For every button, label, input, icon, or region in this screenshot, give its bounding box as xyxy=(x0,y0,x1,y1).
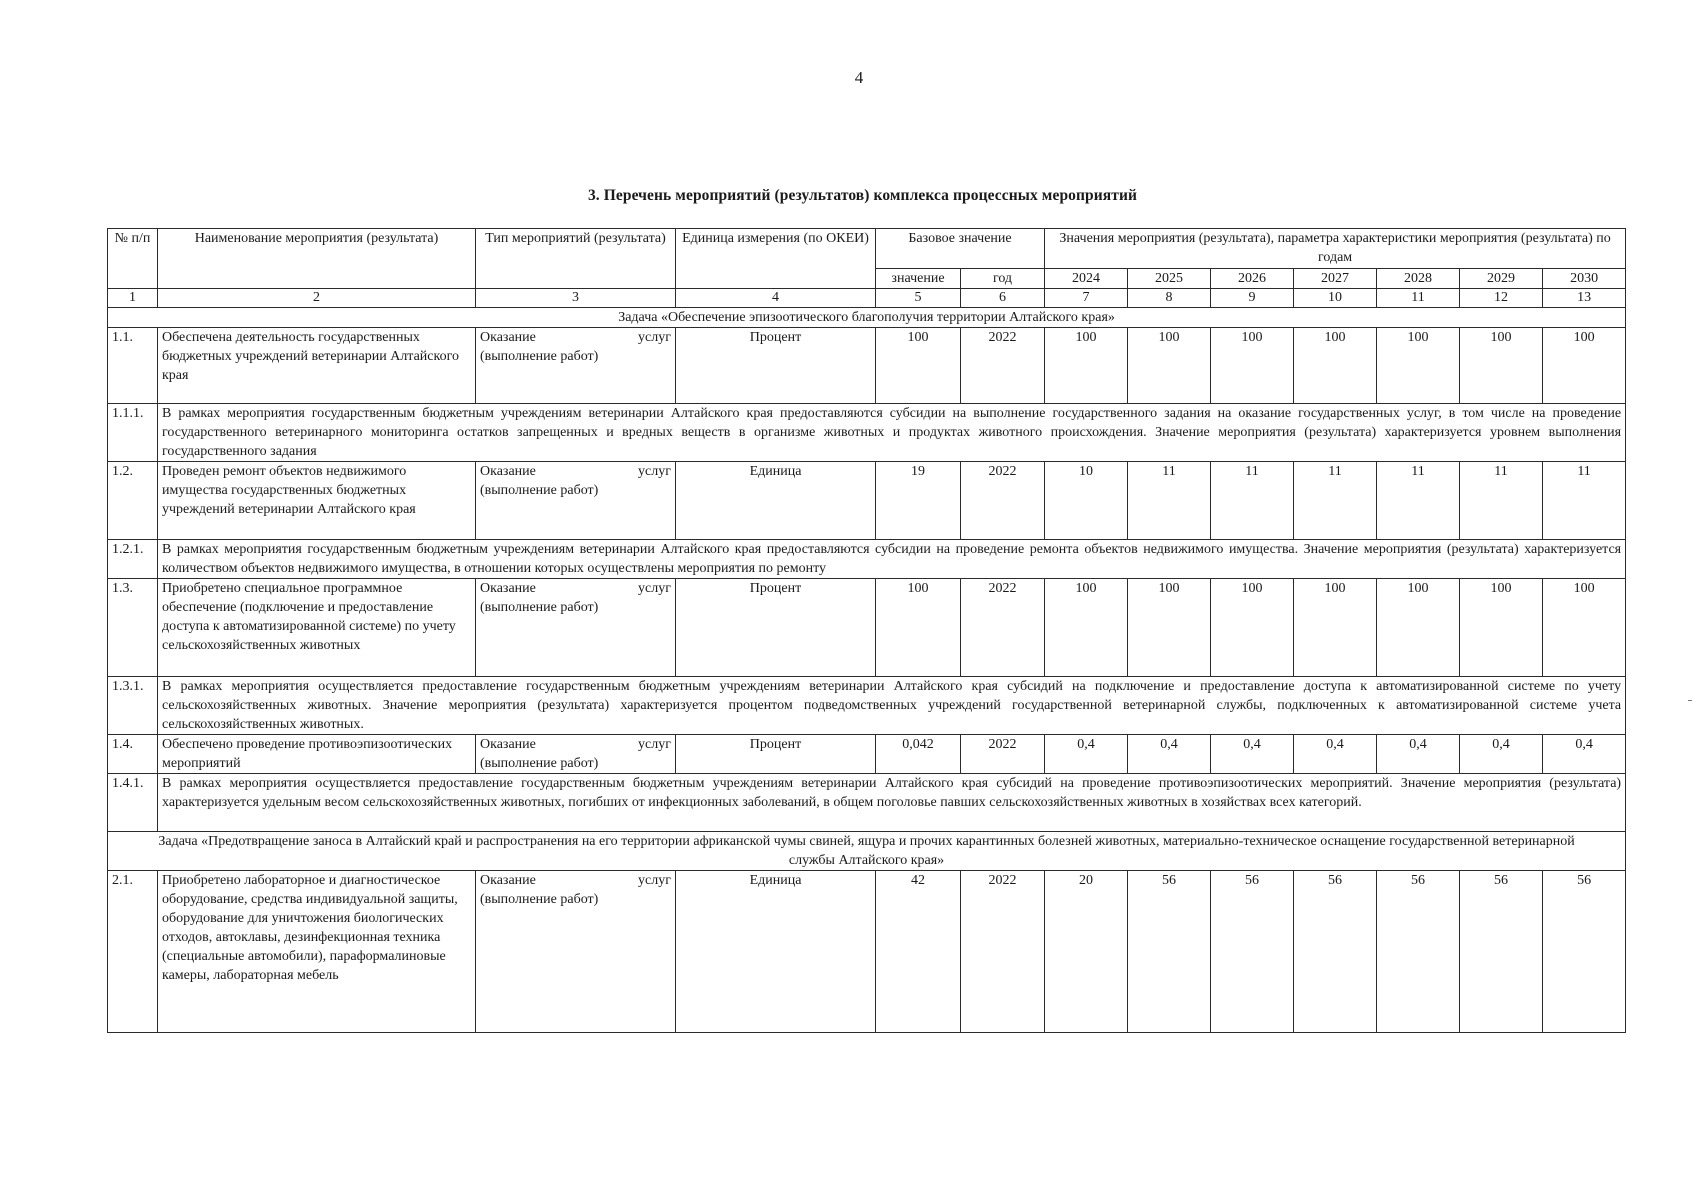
year-value: 0,4 xyxy=(1377,735,1460,774)
unit: Процент xyxy=(676,328,876,404)
unit: Единица xyxy=(676,462,876,540)
column-number: 12 xyxy=(1460,289,1543,308)
description-number: 1.4.1. xyxy=(108,774,158,832)
activity-type xyxy=(476,871,676,1033)
base-value: 19 xyxy=(876,462,961,540)
year-value: 56 xyxy=(1211,871,1294,1033)
year-value: 11 xyxy=(1543,462,1626,540)
activity-name: Приобретено лабораторное и диагностическое оборудование, средства индивидуальной защиты, оборудование для уничтожения биологических отходов, автоклавы, дезинфекционная техника (специальные автомобили), параформалиновые камеры, лабораторная мебель xyxy=(158,871,476,1033)
type-line: (выполнение работ) xyxy=(480,600,599,615)
year-value: 0,4 xyxy=(1543,735,1626,774)
year-value: 100 xyxy=(1128,579,1211,677)
base-year: 2022 xyxy=(961,328,1045,404)
description-row xyxy=(108,540,1626,579)
header-year: 2024 xyxy=(1045,269,1128,289)
description-number: 1.3.1. xyxy=(108,677,158,735)
base-year: 2022 xyxy=(961,735,1045,774)
table-row xyxy=(108,871,1626,1033)
year-value: 10 xyxy=(1045,462,1128,540)
header-year: 2026 xyxy=(1211,269,1294,289)
year-value: 56 xyxy=(1294,871,1377,1033)
header-unit: Единица измерения (по ОКЕИ) xyxy=(676,229,876,289)
type-word: Оказание xyxy=(480,330,536,345)
activity-name: Проведен ремонт объектов недвижимого имущества государственных бюджетных учреждений ветеринарии Алтайского края xyxy=(158,462,476,540)
year-value: 100 xyxy=(1045,579,1128,677)
type-line: (выполнение работ) xyxy=(480,483,599,498)
column-number: 3 xyxy=(476,289,676,308)
year-value: 100 xyxy=(1377,579,1460,677)
type-word: услуг xyxy=(638,464,671,479)
year-value: 100 xyxy=(1377,328,1460,404)
type-line: (выполнение работ) xyxy=(480,349,599,364)
activities-table xyxy=(107,228,1626,1033)
type-line: (выполнение работ) xyxy=(480,892,599,907)
activity-description: В рамках мероприятия осуществляется предоставление государственным бюджетным учреждениям ветеринарии Алтайского края субсидий на подключение и предоставление доступа к автоматизированной системе по учету сельскохозяйственных животных. Значение мероприятия (результата) характеризуется процентом подведомственных учреждений государственной ветеринарной службы, подключенных к автоматизированной системе учета сельскохозяйственных животных. xyxy=(158,677,1626,735)
row-number: 1.3. xyxy=(108,579,158,677)
year-value: 100 xyxy=(1543,328,1626,404)
year-value: 56 xyxy=(1543,871,1626,1033)
activity-type xyxy=(476,735,676,774)
header-values: Значения мероприятия (результата), параметра характеристики мероприятия (результата) по годам xyxy=(1045,229,1626,269)
year-value: 0,4 xyxy=(1460,735,1543,774)
unit: Процент xyxy=(676,735,876,774)
column-number: 9 xyxy=(1211,289,1294,308)
base-year: 2022 xyxy=(961,462,1045,540)
activity-description: В рамках мероприятия государственным бюджетным учреждениям ветеринарии Алтайского края предоставляются субсидии на выполнение государственного задания на оказание государственных услуг, в том числе на проведение государственного ветеринарного мониторинга остатков запрещенных и вредных веществ в организме животных и продуктах животного происхождения. Значение мероприятия (результата) характеризуется уровнем выполнения государственного задания xyxy=(158,404,1626,462)
header-year: 2030 xyxy=(1543,269,1626,289)
header-base-value: значение xyxy=(876,269,961,289)
header-year: 2025 xyxy=(1128,269,1211,289)
type-word: Оказание xyxy=(480,581,536,596)
type-word: услуг xyxy=(638,581,671,596)
year-value: 100 xyxy=(1294,579,1377,677)
description-row xyxy=(108,774,1626,832)
year-value: 100 xyxy=(1294,328,1377,404)
description-number: 1.2.1. xyxy=(108,540,158,579)
header-name: Наименование мероприятия (результата) xyxy=(158,229,476,289)
type-word: Оказание xyxy=(480,737,536,752)
column-number: 7 xyxy=(1045,289,1128,308)
year-value: 100 xyxy=(1460,579,1543,677)
margin-mark xyxy=(1688,700,1692,701)
year-value: 56 xyxy=(1460,871,1543,1033)
column-number: 11 xyxy=(1377,289,1460,308)
row-number: 1.1. xyxy=(108,328,158,404)
type-word: услуг xyxy=(638,873,671,888)
year-value: 56 xyxy=(1128,871,1211,1033)
type-word: услуг xyxy=(638,330,671,345)
year-value: 0,4 xyxy=(1211,735,1294,774)
header-year: 2027 xyxy=(1294,269,1377,289)
column-number: 13 xyxy=(1543,289,1626,308)
activity-description: В рамках мероприятия осуществляется предоставление государственным бюджетным учреждениям ветеринарии Алтайского края субсидий на проведение противоэпизоотических мероприятий. Значение мероприятия (результата) характеризуется удельным весом сельскохозяйственных животных, погибших от инфекционных заболеваний, в общем поголовье павших сельскохозяйственных животных в хозяйствах всех категорий. xyxy=(158,774,1626,832)
header-type: Тип мероприятий (результата) xyxy=(476,229,676,289)
table-row xyxy=(108,735,1626,774)
activity-description: В рамках мероприятия государственным бюджетным учреждениям ветеринарии Алтайского края предоставляются субсидии на проведение ремонта объектов недвижимого имущества. Значение мероприятия (результата) характеризуется количеством объектов недвижимого имущества, в отношении которых осуществлены мероприятия по ремонту xyxy=(158,540,1626,579)
base-year: 2022 xyxy=(961,871,1045,1033)
header-year: 2029 xyxy=(1460,269,1543,289)
column-number: 10 xyxy=(1294,289,1377,308)
document-title: 3. Перечень мероприятий (результатов) комплекса процессных мероприятий xyxy=(587,187,1138,204)
activity-name: Обеспечена деятельность государственных бюджетных учреждений ветеринарии Алтайского края xyxy=(158,328,476,404)
description-number: 1.1.1. xyxy=(108,404,158,462)
year-value: 100 xyxy=(1211,328,1294,404)
unit: Процент xyxy=(676,579,876,677)
year-value: 11 xyxy=(1211,462,1294,540)
column-number: 6 xyxy=(961,289,1045,308)
base-value: 100 xyxy=(876,328,961,404)
year-value: 100 xyxy=(1460,328,1543,404)
type-word: Оказание xyxy=(480,464,536,479)
activity-name: Обеспечено проведение противоэпизоотических мероприятий xyxy=(158,735,476,774)
activity-name: Приобретено специальное программное обеспечение (подключение и предоставление доступа к автоматизированной системе) по учету сельскохозяйственных животных xyxy=(158,579,476,677)
year-value: 0,4 xyxy=(1294,735,1377,774)
header-num: № п/п xyxy=(108,229,158,289)
activity-type xyxy=(476,462,676,540)
table-row xyxy=(108,579,1626,677)
row-number: 1.2. xyxy=(108,462,158,540)
base-value: 0,042 xyxy=(876,735,961,774)
header-base-year: год xyxy=(961,269,1045,289)
year-value: 56 xyxy=(1377,871,1460,1033)
task-1-heading: Задача «Обеспечение эпизоотического благополучия территории Алтайского края» xyxy=(108,308,1626,328)
activity-type xyxy=(476,579,676,677)
year-value: 11 xyxy=(1128,462,1211,540)
row-number: 1.4. xyxy=(108,735,158,774)
base-value: 100 xyxy=(876,579,961,677)
year-value: 11 xyxy=(1460,462,1543,540)
year-value: 100 xyxy=(1543,579,1626,677)
column-number: 2 xyxy=(158,289,476,308)
task-2-heading: Задача «Предотвращение заноса в Алтайский край и распространения на его территории африканской чумы свиней, ящура и прочих карантинных болезней животных, материально-техническое оснащение государственной ветеринарной службы Алтайского края» xyxy=(108,832,1626,871)
column-numbers-row xyxy=(108,289,1626,308)
year-value: 11 xyxy=(1377,462,1460,540)
year-value: 100 xyxy=(1128,328,1211,404)
year-value: 0,4 xyxy=(1045,735,1128,774)
base-year: 2022 xyxy=(961,579,1045,677)
column-number: 4 xyxy=(676,289,876,308)
year-value: 0,4 xyxy=(1128,735,1211,774)
table-row xyxy=(108,462,1626,540)
activity-type xyxy=(476,328,676,404)
year-value: 100 xyxy=(1211,579,1294,677)
unit: Единица xyxy=(676,871,876,1033)
type-word: услуг xyxy=(638,737,671,752)
page-number: 4 xyxy=(854,68,864,87)
year-value: 20 xyxy=(1045,871,1128,1033)
column-number: 5 xyxy=(876,289,961,308)
description-row xyxy=(108,404,1626,462)
row-number: 2.1. xyxy=(108,871,158,1033)
type-line: (выполнение работ) xyxy=(480,756,599,771)
type-word: Оказание xyxy=(480,873,536,888)
column-number: 8 xyxy=(1128,289,1211,308)
table-row xyxy=(108,328,1626,404)
description-row xyxy=(108,677,1626,735)
base-value: 42 xyxy=(876,871,961,1033)
year-value: 11 xyxy=(1294,462,1377,540)
year-value: 100 xyxy=(1045,328,1128,404)
header-base: Базовое значение xyxy=(876,229,1045,269)
header-year: 2028 xyxy=(1377,269,1460,289)
column-number: 1 xyxy=(108,289,158,308)
